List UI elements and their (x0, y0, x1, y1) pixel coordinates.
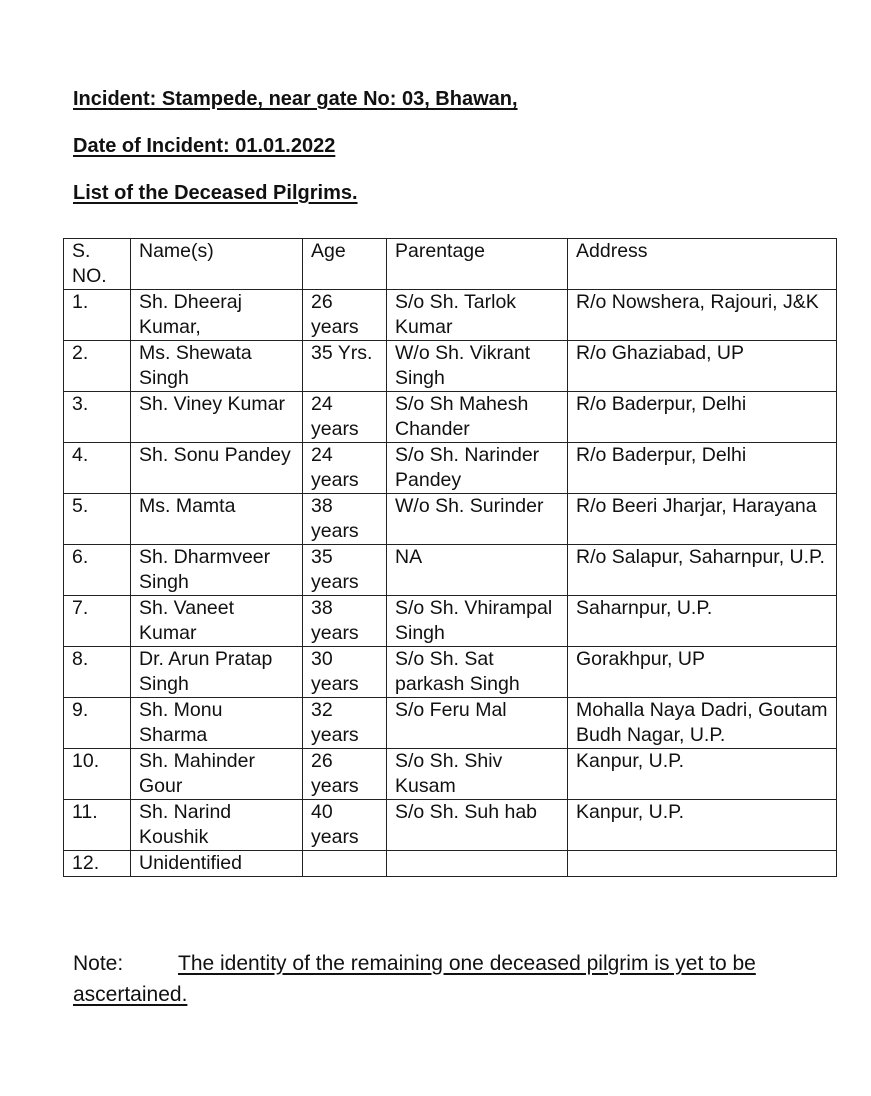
row-parentage: S/o Sh. Suh hab (387, 800, 568, 851)
note-text: The identity of the remaining one deceased pilgrim is yet to be ascertained. (73, 952, 756, 1006)
row-name: Sh. Vaneet Kumar (131, 596, 303, 647)
row-parentage: S/o Feru Mal (387, 698, 568, 749)
row-sno: 2. (64, 341, 131, 392)
row-address: Mohalla Naya Dadri, Goutam Budh Nagar, U.P. (568, 698, 837, 749)
table-row (64, 545, 837, 596)
row-sno: 11. (64, 800, 131, 851)
deceased-table (63, 238, 837, 877)
row-name: Sh. Dharmveer Singh (131, 545, 303, 596)
row-age: 24 years (303, 443, 387, 494)
row-address: Kanpur, U.P. (568, 749, 837, 800)
row-sno: 10. (64, 749, 131, 800)
table-row (64, 494, 837, 545)
row-name: Ms. Mamta (131, 494, 303, 545)
row-name: Sh. Monu Sharma (131, 698, 303, 749)
row-parentage (387, 851, 568, 877)
header-address: Address (568, 239, 837, 290)
row-name: Sh. Dheeraj Kumar, (131, 290, 303, 341)
table-row (64, 800, 837, 851)
list-title: List of the Deceased Pilgrims. (73, 182, 358, 204)
row-name: Dr. Arun Pratap Singh (131, 647, 303, 698)
row-age: 40 years (303, 800, 387, 851)
row-parentage: S/o Sh. Vhirampal Singh (387, 596, 568, 647)
row-parentage: S/o Sh. Tarlok Kumar (387, 290, 568, 341)
table-row (64, 596, 837, 647)
header-name: Name(s) (131, 239, 303, 290)
row-address (568, 851, 837, 877)
row-sno: 1. (64, 290, 131, 341)
row-name: Sh. Sonu Pandey (131, 443, 303, 494)
row-address: Saharnpur, U.P. (568, 596, 837, 647)
row-name: Sh. Mahinder Gour (131, 749, 303, 800)
table-header-row (64, 239, 837, 290)
row-sno: 7. (64, 596, 131, 647)
table-row (64, 647, 837, 698)
row-age: 24 years (303, 392, 387, 443)
table-row (64, 851, 837, 877)
row-address: R/o Ghaziabad, UP (568, 341, 837, 392)
row-age: 35 years (303, 545, 387, 596)
row-age: 38 years (303, 494, 387, 545)
row-parentage: W/o Sh. Surinder (387, 494, 568, 545)
incident-heading: Incident: Stampede, near gate No: 03, Bhawan, (73, 88, 518, 110)
row-address: R/o Nowshera, Rajouri, J&K (568, 290, 837, 341)
row-sno: 8. (64, 647, 131, 698)
header-sno: S. NO. (64, 239, 131, 290)
row-parentage: S/o Sh. Shiv Kusam (387, 749, 568, 800)
row-name: Sh. Viney Kumar (131, 392, 303, 443)
row-age: 30 years (303, 647, 387, 698)
row-address: Gorakhpur, UP (568, 647, 837, 698)
row-parentage: S/o Sh Mahesh Chander (387, 392, 568, 443)
row-address: R/o Beeri Jharjar, Harayana (568, 494, 837, 545)
table-row (64, 290, 837, 341)
row-name: Unidentified (131, 851, 303, 877)
row-name: Ms. Shewata Singh (131, 341, 303, 392)
header-parentage: Parentage (387, 239, 568, 290)
row-sno: 5. (64, 494, 131, 545)
table-row (64, 749, 837, 800)
row-sno: 3. (64, 392, 131, 443)
row-address: R/o Salapur, Saharnpur, U.P. (568, 545, 837, 596)
note (73, 948, 833, 1010)
row-sno: 4. (64, 443, 131, 494)
row-parentage: W/o Sh. Vikrant Singh (387, 341, 568, 392)
row-sno: 6. (64, 545, 131, 596)
header-age: Age (303, 239, 387, 290)
row-parentage: S/o Sh. Narinder Pandey (387, 443, 568, 494)
note-label: Note: (73, 952, 124, 975)
date-heading: Date of Incident: 01.01.2022 (73, 135, 336, 157)
row-parentage: S/o Sh. Sat parkash Singh (387, 647, 568, 698)
row-age: 35 Yrs. (303, 341, 387, 392)
row-sno: 9. (64, 698, 131, 749)
row-age: 32 years (303, 698, 387, 749)
row-address: R/o Baderpur, Delhi (568, 443, 837, 494)
row-address: Kanpur, U.P. (568, 800, 837, 851)
row-sno: 12. (64, 851, 131, 877)
row-name: Sh. Narind Koushik (131, 800, 303, 851)
row-age: 26 years (303, 749, 387, 800)
row-address: R/o Baderpur, Delhi (568, 392, 837, 443)
row-age (303, 851, 387, 877)
row-age: 26 years (303, 290, 387, 341)
row-parentage: NA (387, 545, 568, 596)
table-row (64, 392, 837, 443)
row-age: 38 years (303, 596, 387, 647)
table-row (64, 443, 837, 494)
table-row (64, 698, 837, 749)
table-row (64, 341, 837, 392)
